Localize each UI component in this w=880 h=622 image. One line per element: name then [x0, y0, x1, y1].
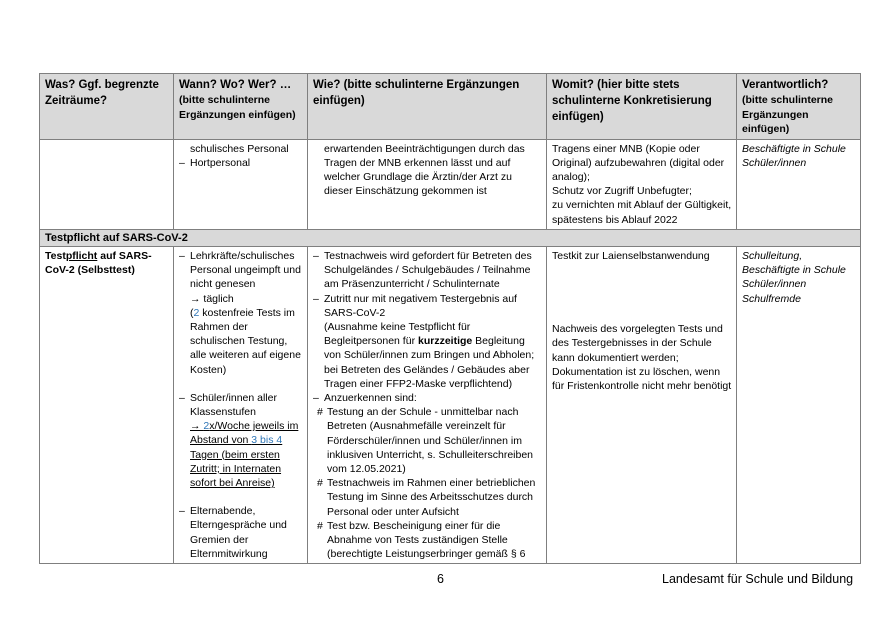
cell-text: Tragens einer MNB (Kopie oder Original) aufzubewahren (digital oder analog); — [552, 142, 725, 183]
cell-text: zu vernichten mit Ablauf der Gültigkeit, spätestens bis Ablauf 2022 — [552, 199, 732, 226]
table-row — [40, 139, 861, 229]
row1-when-cell — [174, 139, 308, 229]
cell-text: Schulfremde — [742, 292, 801, 305]
header-with-what: Womit? (hier bitte stets schulinterne Konkretisierung einfügen) — [547, 74, 737, 140]
cell-text: Schüler/innen — [742, 278, 807, 291]
cell-text: erwartenden Beeinträchtigungen durch das Tragen der MNB erkennen lässt und auf welcher Grundlage die Ärztin/der Arzt zu dieser Einschätzung gekommen ist — [324, 142, 525, 198]
list-item: – Zutritt nur mit negativem Testergebnis auf SARS-CoV-2 (Ausnahme keine Testpflicht für Begleitpersonen für kurzzeitige Begleitung von Schüler/innen zum Bringen und Abholen; bei Betreten des Geländes / Gebäudes aber Tragen einer FFP2-Maske verpflichtend) — [313, 292, 542, 391]
list-item: # Testnachweis im Rahmen einer betrieblichen Testung im Sinne des Arbeitsschutzes durch Personal oder unter Aufsicht — [313, 476, 542, 519]
row1-how-cell — [308, 139, 547, 229]
cell-text: Schüler/innen — [742, 156, 807, 169]
list-item: – Elternabende, Elterngespräche und Gremien der Elternmitwirkung — [179, 504, 303, 561]
measures-table — [39, 73, 861, 564]
cell-text: Schutz vor Zugriff Unbefugter; — [552, 185, 692, 198]
row2-with-what-cell — [547, 246, 737, 563]
section-row — [40, 229, 861, 246]
list-item: schulisches Personal — [190, 142, 289, 155]
row2-how-cell — [308, 246, 547, 563]
list-item: # Test bzw. Bescheinigung einer für die Abnahme von Tests zuständigen Stelle (berechtigte Leistungserbringer gemäß § 6 — [313, 519, 542, 562]
header-what: Was? Ggf. begrenzte Zeiträume? — [40, 74, 174, 140]
list-item: # Testung an der Schule - unmittelbar nach Betreten (Ausnahmefälle vereinzelt für Förderschüler/innen und Schüler/innen im inklusiven Unterricht, s. Schulleiterschreiben vom 12.05.2021) — [313, 405, 542, 476]
section-title: Testpflicht auf SARS-CoV-2 — [40, 229, 861, 246]
list-item: – Hortpersonal — [179, 156, 303, 170]
list-item: – Schüler/innen aller Klassenstufen → 2x/Woche jeweils im Abstand von 3 bis 4 Tagen (beim ersten Zutritt; in Internaten sofort bei Anreise) — [179, 391, 303, 490]
table-row — [40, 246, 861, 563]
row1-with-what-cell — [547, 139, 737, 229]
arrow-icon: → — [190, 420, 204, 433]
header-how: Wie? (bitte schulinterne Ergänzungen einfügen) — [308, 74, 547, 140]
page-number: 6 — [437, 572, 444, 586]
list-item: – Lehrkräfte/schulisches Personal ungeimpft und nicht genesen → täglich (2 kostenfreie Tests im Rahmen der schulischen Testung, alle weiteren auf eigene Kosten) — [179, 249, 303, 377]
row2-when-cell — [174, 246, 308, 563]
row1-what-cell — [40, 139, 174, 229]
cell-text: Schulleitung, — [742, 249, 803, 262]
header-when: Wann? Wo? Wer? … (bitte schulinterne Ergänzungen einfügen) — [174, 74, 308, 140]
cell-text: Nachweis des vorgelegten Tests und des Testergebnisses in der Schule kann dokumentiert werden; Dokumentation ist zu löschen, wenn für Fristenkontrolle nicht mehr benötigt — [552, 323, 732, 392]
row1-responsible-cell — [737, 139, 861, 229]
table-header-row — [40, 74, 861, 140]
list-item: – Anzuerkennen sind: — [313, 391, 542, 405]
row2-what-cell: Testpflicht auf SARS-CoV-2 (Selbsttest) — [40, 246, 174, 563]
cell-text: Beschäftigte in Schule — [742, 264, 846, 277]
header-responsible: Verantwortlich? (bitte schulinterne Ergänzungen einfügen) — [737, 74, 861, 140]
list-item: – Testnachweis wird gefordert für Betreten des Schulgeländes / Schulgebäudes / Teilnahme am Präsenzunterricht / Schulinternate — [313, 249, 542, 292]
row2-responsible-cell — [737, 246, 861, 563]
arrow-icon: → täglich — [190, 292, 234, 305]
cell-text: Testkit zur Laienselbstanwendung — [552, 249, 710, 262]
footer-organization: Landesamt für Schule und Bildung — [662, 572, 854, 586]
cell-text: Beschäftigte in Schule — [742, 142, 846, 155]
